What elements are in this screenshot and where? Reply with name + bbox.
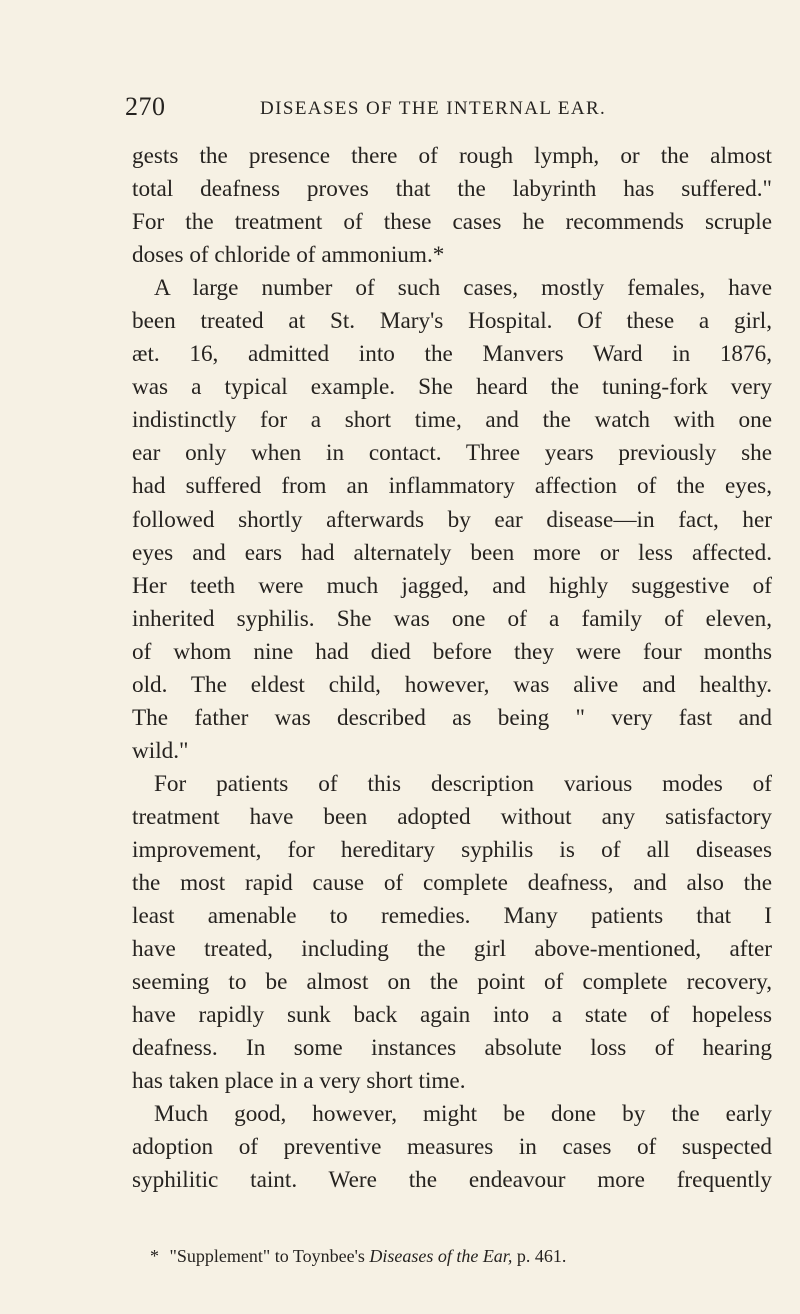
text-line: æt. 16, admitted into the Manvers Ward in 1876, <box>132 341 772 368</box>
text-line: improvement, for hereditary syphilis is of all diseases <box>132 836 772 863</box>
page-number: 270 <box>125 92 166 121</box>
text-line: have rapidly sunk back again into a state of hopeless <box>132 1002 772 1029</box>
footnote-marker: * <box>150 1246 159 1266</box>
text-line: The father was described as being " very fast and <box>132 704 772 731</box>
footnote-book-title: Diseases of the Ear, <box>369 1246 513 1266</box>
footnote-text: "Supplement" to Toynbee's <box>169 1246 365 1266</box>
text-line: Her teeth were much jagged, and highly suggestive of <box>132 572 772 599</box>
text-line: inherited syphilis. She was one of a family of eleven, <box>132 605 772 632</box>
text-line: the most rapid cause of complete deafness, and also the <box>132 870 772 897</box>
body-text <box>132 140 772 1198</box>
footnote <box>150 1244 750 1268</box>
text-line: seeming to be almost on the point of complete recovery, <box>132 969 772 996</box>
text-line: followed shortly afterwards by ear disease—in fact, her <box>132 506 772 533</box>
running-head: DISEASES OF THE INTERNAL EAR. <box>260 98 607 119</box>
text-line: of whom nine had died before they were four months <box>132 638 772 665</box>
text-line: For the treatment of these cases he recommends scruple <box>132 209 772 236</box>
text-line: A large number of such cases, mostly females, have <box>154 275 772 302</box>
footnote-page-ref: p. 461. <box>516 1246 567 1266</box>
text-line: doses of chloride of ammonium.* <box>132 242 445 269</box>
text-line: total deafness proves that the labyrinth has suffered." <box>132 176 772 203</box>
text-line: was a typical example. She heard the tuning-fork very <box>132 374 772 401</box>
text-line: gests the presence there of rough lymph, or the almost <box>132 143 772 169</box>
text-line: wild." <box>132 737 189 764</box>
text-line: old. The eldest child, however, was alive and healthy. <box>132 671 772 698</box>
text-line: ear only when in contact. Three years previously she <box>132 440 772 467</box>
text-line: least amenable to remedies. Many patients that I <box>132 903 772 930</box>
text-line: deafness. In some instances absolute loss of hearing <box>132 1035 772 1062</box>
page-header <box>0 92 800 122</box>
text-line: indistinctly for a short time, and the watch with one <box>132 407 772 434</box>
text-line: syphilitic taint. Were the endeavour more frequently <box>132 1167 772 1194</box>
text-line: been treated at St. Mary's Hospital. Of these a girl, <box>132 308 772 335</box>
text-line: has taken place in a very short time. <box>132 1068 466 1095</box>
text-line: treatment have been adopted without any satisfactory <box>132 803 772 830</box>
text-line: For patients of this description various modes of <box>154 770 772 797</box>
text-line: had suffered from an inflammatory affection of the eyes, <box>132 473 772 500</box>
text-line: have treated, including the girl above-mentioned, after <box>132 936 772 963</box>
text-line: eyes and ears had alternately been more or less affected. <box>132 539 772 566</box>
text-line: adoption of preventive measures in cases of suspected <box>132 1134 772 1161</box>
text-line: Much good, however, might be done by the early <box>154 1101 772 1128</box>
